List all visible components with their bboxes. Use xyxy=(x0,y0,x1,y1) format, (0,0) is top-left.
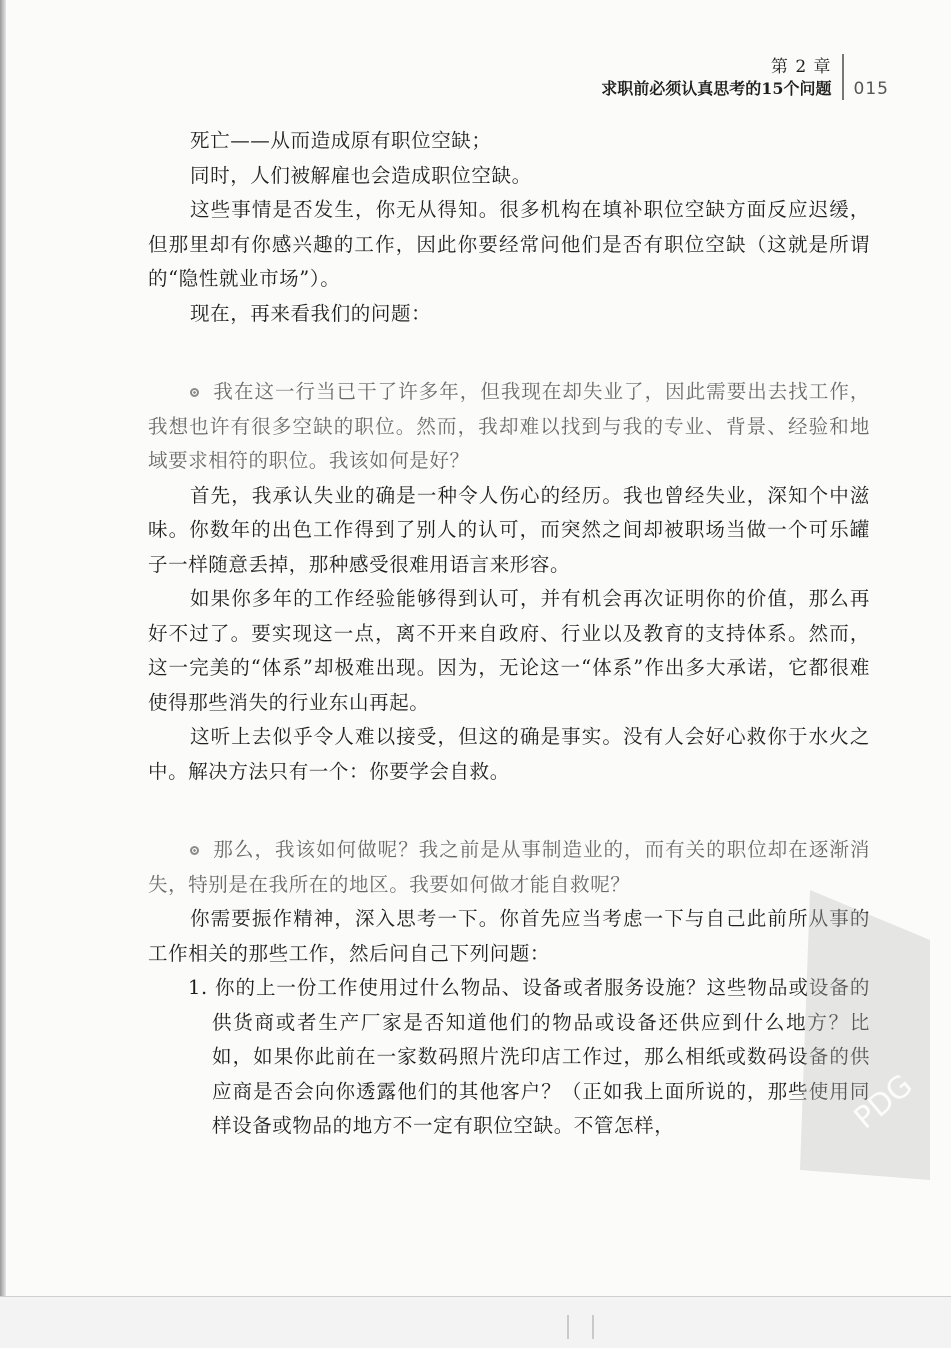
header-text xyxy=(601,56,841,100)
scan-edge xyxy=(0,0,6,1300)
section-gap xyxy=(148,331,870,353)
paragraph: 死亡——从而造成原有职位空缺； xyxy=(190,129,492,152)
page-number: 015 xyxy=(853,79,889,99)
bullet-icon xyxy=(190,388,199,397)
paragraph: 现在，再来看我们的问题： xyxy=(190,301,432,325)
section-gap xyxy=(148,789,870,811)
scan-mark xyxy=(592,1315,594,1339)
header-divider xyxy=(842,54,844,100)
chapter-title: 求职前必须认真思考的15个问题 xyxy=(601,79,832,98)
scan-mark xyxy=(567,1315,569,1339)
question xyxy=(148,833,870,902)
chapter-label: 第 2 章 xyxy=(770,57,832,77)
bullet-icon xyxy=(190,846,199,855)
running-header xyxy=(601,48,889,100)
paragraph: 这些事情是否发生，你无从得知。很多机构在填补职位空缺方面反应迟缓，但那里却有你感兴趣的工作，因此你要经常问他们是否有职位空缺（这就是所谓的“隐性就业市场”）。 xyxy=(148,198,870,290)
watermark-stamp xyxy=(780,880,940,1190)
body-text xyxy=(148,124,870,1144)
question xyxy=(148,375,870,479)
paragraph: 如果你多年的工作经验能够得到认可，并有机会再次证明你的价值，那么再好不过了。要实现这一点，离不开来自政府、行业以及教育的支持体系。然而，这一完美的“体系”却极难出现。因为，无论这一“体系”作出多大承诺，它都很难使得那些消失的行业东山再起。 xyxy=(148,587,870,714)
paragraph: 首先，我承认失业的确是一种令人伤心的经历。我也曾经失业，深知个中滋味。你数年的出色工作得到了别人的认可，而突然之间却被职场当做一个可乐罐子一样随意丢掉，那种感受很难用语言来形容。 xyxy=(148,483,870,576)
paragraph: 这听上去似乎令人难以接受，但这的确是事实。没有人会好心救你于水火之中。解决方法只有一个：你要学会自救。 xyxy=(148,725,870,783)
question-text: 那么，我该如何做呢？我之前是从事制造业的，而有关的职位却在逐渐消失，特别是在我所在的地区。我要如何做才能自救呢？ xyxy=(148,838,870,896)
question-text: 我在这一行当已干了许多年，但我现在却失业了，因此需要出去找工作，我想也许有很多空缺的职位。然而，我却难以找到与我的专业、背景、经验和地域要求相符的职位。我该如何是好？ xyxy=(148,380,870,472)
watermark-text: PDG xyxy=(847,1067,920,1137)
list-item: 1. 你的上一份工作使用过什么物品、设备或者服务设施？这些物品或设备的供货商或者生产厂家是否知道他们的物品或设备还供应到什么地方？比如，如果你此前在一家数码照片洗印店工作过，那么相纸或数码设备的供应商是否会向你透露他们的其他客户？（正如我上面所说的，那些使用同样设备或物品的地方不一定有职位空缺。不管怎样， xyxy=(188,976,870,1137)
paragraph: 你需要振作精神，深入思考一下。你首先应当考虑一下与自己此前所从事的工作相关的那些工作，然后问自己下列问题： xyxy=(148,907,870,965)
paragraph: 同时，人们被解雇也会造成职位空缺。 xyxy=(190,163,532,187)
scan-bottom-band xyxy=(0,1296,951,1348)
